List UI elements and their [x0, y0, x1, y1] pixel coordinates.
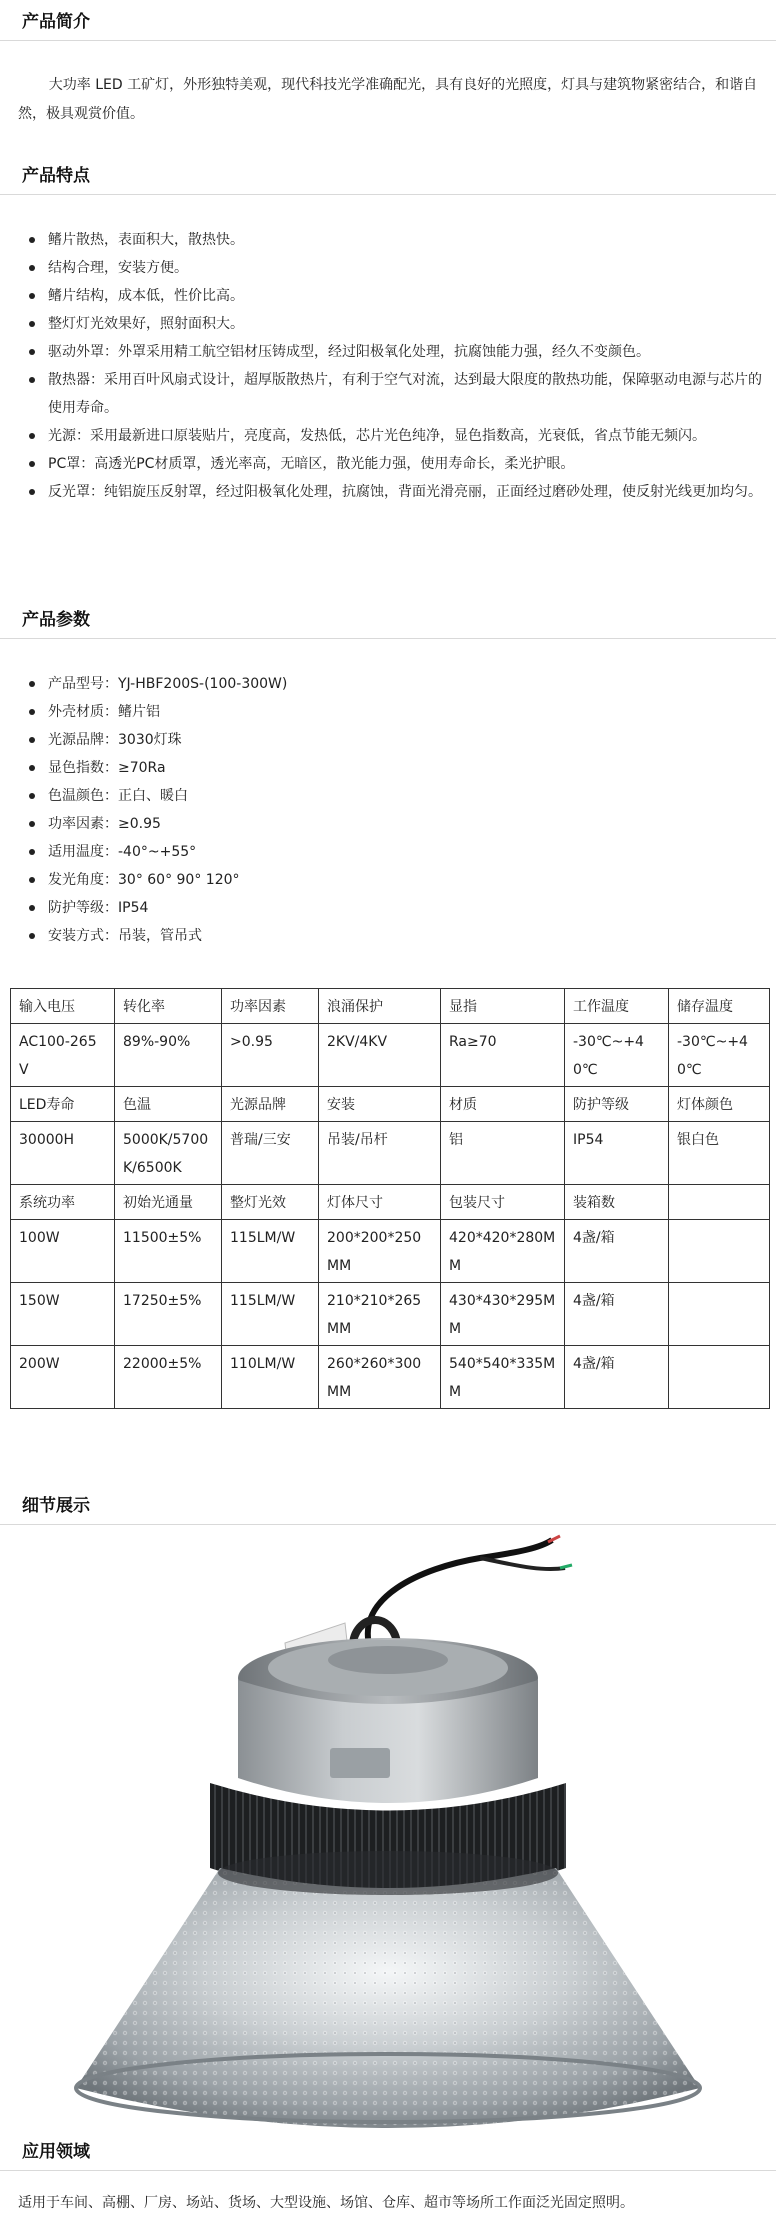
table-cell: 17250±5%	[115, 1283, 222, 1346]
table-cell: -30℃~+40℃	[565, 1024, 669, 1087]
table-cell: 420*420*280MM	[441, 1220, 565, 1283]
feature-item: 散热器：采用百叶风扇式设计，超厚版散热片，有利于空气对流，达到最大限度的散热功能，保障驱动电源与芯片的使用寿命。	[0, 366, 776, 422]
table-cell: 430*430*295MM	[441, 1283, 565, 1346]
table-cell: 银白色	[669, 1122, 770, 1185]
table-cell: 4盏/箱	[565, 1283, 669, 1346]
table-row	[11, 1283, 770, 1346]
table-cell: 装箱数	[565, 1185, 669, 1220]
table-cell	[669, 1346, 770, 1409]
table-row	[11, 1185, 770, 1220]
table-cell	[669, 1283, 770, 1346]
details-section-header	[0, 1484, 776, 1525]
table-cell: >0.95	[222, 1024, 319, 1087]
intro-title: 产品简介	[22, 12, 90, 32]
table-cell: 吊装/吊杆	[319, 1122, 441, 1185]
table-cell: 灯体颜色	[669, 1087, 770, 1122]
feature-item: 整灯灯光效果好，照射面积大。	[0, 310, 776, 338]
table-cell: 210*210*265MM	[319, 1283, 441, 1346]
table-cell: 整灯光效	[222, 1185, 319, 1220]
table-row	[11, 1024, 770, 1087]
param-item: 发光角度：30° 60° 90° 120°	[0, 866, 776, 894]
table-cell: 灯体尺寸	[319, 1185, 441, 1220]
table-cell: 11500±5%	[115, 1220, 222, 1283]
params-section-header	[0, 598, 776, 639]
table-cell: 4盏/箱	[565, 1346, 669, 1409]
table-cell: 150W	[11, 1283, 115, 1346]
params-title: 产品参数	[22, 610, 90, 630]
table-cell: -30℃~+40℃	[669, 1024, 770, 1087]
param-item: 功率因素：≥0.95	[0, 810, 776, 838]
table-cell: 显指	[441, 989, 565, 1024]
table-cell: 260*260*300MM	[319, 1346, 441, 1409]
param-item: 产品型号：YJ-HBF200S-(100-300W)	[0, 670, 776, 698]
param-item: 色温颜色：正白、暖白	[0, 782, 776, 810]
table-cell: 光源品牌	[222, 1087, 319, 1122]
feature-item: 反光罩：纯铝旋压反射罩，经过阳极氧化处理，抗腐蚀，背面光滑亮丽，正面经过磨砂处理，使反射光线更加均匀。	[0, 478, 776, 506]
table-cell: 防护等级	[565, 1087, 669, 1122]
table-cell: 材质	[441, 1087, 565, 1122]
table-cell: 4盏/箱	[565, 1220, 669, 1283]
feature-item: 结构合理，安装方便。	[0, 254, 776, 282]
table-cell: AC100-265V	[11, 1024, 115, 1087]
features-section-header	[0, 154, 776, 195]
feature-item: 鳍片散热，表面积大，散热快。	[0, 226, 776, 254]
table-cell: 工作温度	[565, 989, 669, 1024]
details-title: 细节展示	[22, 1496, 90, 1516]
table-row	[11, 1346, 770, 1409]
table-row	[11, 1220, 770, 1283]
product-photo	[0, 1528, 776, 2128]
table-cell: 普瑞/三安	[222, 1122, 319, 1185]
table-cell: 功率因素	[222, 989, 319, 1024]
application-title: 应用领域	[22, 2142, 90, 2162]
params-list	[0, 670, 776, 950]
table-row	[11, 989, 770, 1024]
table-cell: 色温	[115, 1087, 222, 1122]
table-cell: 540*540*335MM	[441, 1346, 565, 1409]
application-section-header	[0, 2130, 776, 2171]
feature-item: 驱动外罩：外罩采用精工航空铝材压铸成型，经过阳极氧化处理，抗腐蚀能力强，经久不变颜色。	[0, 338, 776, 366]
table-cell: 安装	[319, 1087, 441, 1122]
feature-item: PC罩：高透光PC材质罩，透光率高，无暗区，散光能力强，使用寿命长，柔光护眼。	[0, 450, 776, 478]
table-cell: 2KV/4KV	[319, 1024, 441, 1087]
high-bay-lamp-illustration	[0, 1528, 776, 2128]
table-cell: 115LM/W	[222, 1283, 319, 1346]
table-cell: 初始光通量	[115, 1185, 222, 1220]
table-cell: 浪涌保护	[319, 989, 441, 1024]
features-list	[0, 226, 776, 506]
table-row	[11, 1122, 770, 1185]
param-item: 防护等级：IP54	[0, 894, 776, 922]
table-cell: 200W	[11, 1346, 115, 1409]
feature-item: 光源：采用最新进口原装贴片，亮度高，发热低，芯片光色纯净，显色指数高，光衰低，省点节能无频闪。	[0, 422, 776, 450]
table-cell: 115LM/W	[222, 1220, 319, 1283]
table-row	[11, 1087, 770, 1122]
table-cell	[669, 1220, 770, 1283]
table-cell	[669, 1185, 770, 1220]
feature-item: 鳍片结构，成本低，性价比高。	[0, 282, 776, 310]
table-cell: 89%-90%	[115, 1024, 222, 1087]
param-item: 光源品牌：3030灯珠	[0, 726, 776, 754]
table-cell: 铝	[441, 1122, 565, 1185]
table-cell: 100W	[11, 1220, 115, 1283]
spec-table	[10, 988, 770, 1409]
param-item: 显色指数：≥70Ra	[0, 754, 776, 782]
table-cell: 22000±5%	[115, 1346, 222, 1409]
table-cell: 5000K/5700K/6500K	[115, 1122, 222, 1185]
table-cell: 系统功率	[11, 1185, 115, 1220]
table-cell: 110LM/W	[222, 1346, 319, 1409]
table-cell: IP54	[565, 1122, 669, 1185]
table-cell: 30000H	[11, 1122, 115, 1185]
table-cell: Ra≥70	[441, 1024, 565, 1087]
table-cell: 输入电压	[11, 989, 115, 1024]
features-title: 产品特点	[22, 166, 90, 186]
param-item: 外壳材质：鳍片铝	[0, 698, 776, 726]
intro-paragraph: 大功率 LED 工矿灯，外形独特美观，现代科技光学准确配光，具有良好的光照度，灯具与建筑物紧密结合，和谐自然，极具观赏价值。	[18, 77, 758, 122]
intro-text	[18, 71, 758, 129]
application-text: 适用于车间、高棚、厂房、场站、货场、大型设施、场馆、仓库、超市等场所工作面泛光固定照明。	[18, 2195, 634, 2211]
param-item: 安装方式：吊装，管吊式	[0, 922, 776, 950]
intro-section-header	[0, 0, 776, 41]
table-cell: LED寿命	[11, 1087, 115, 1122]
param-item: 适用温度：-40°~+55°	[0, 838, 776, 866]
table-cell: 包装尺寸	[441, 1185, 565, 1220]
table-cell: 200*200*250MM	[319, 1220, 441, 1283]
table-cell: 转化率	[115, 989, 222, 1024]
table-cell: 储存温度	[669, 989, 770, 1024]
